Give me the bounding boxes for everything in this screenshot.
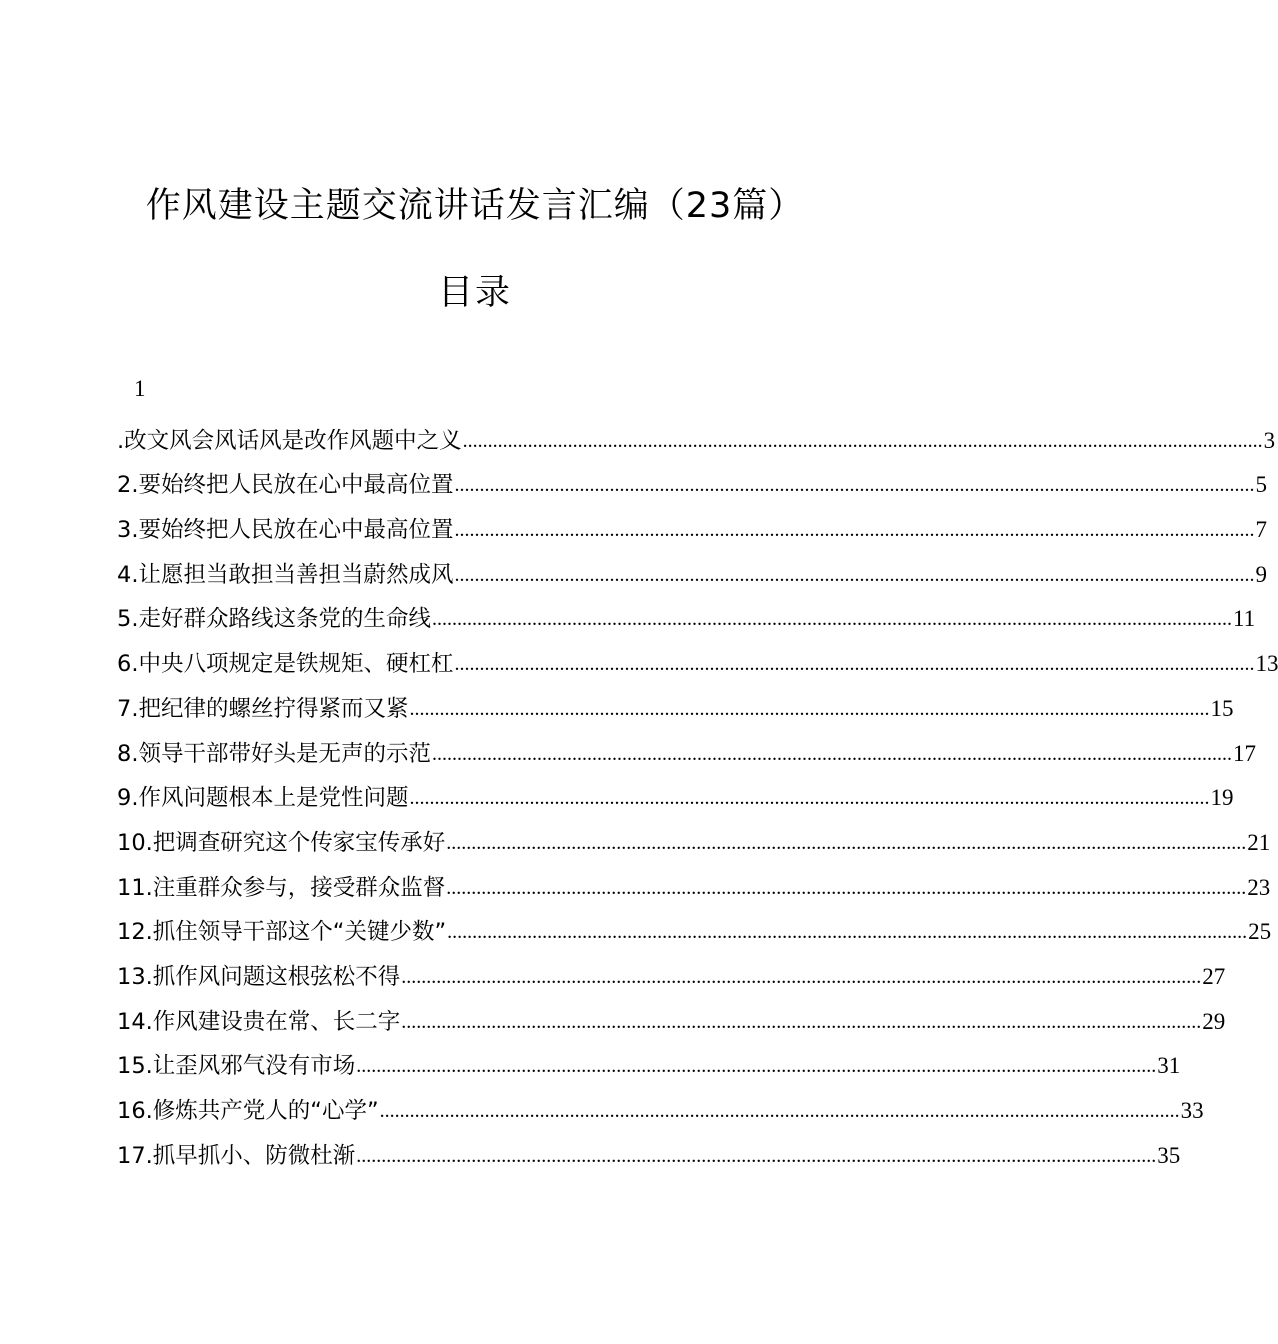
toc-entry-page: 21: [1247, 829, 1271, 855]
toc-entry-page: 27: [1202, 963, 1226, 989]
toc-entry-page: 17: [1232, 740, 1256, 766]
toc-entry-title: 3.要始终把人民放在心中最高位置: [117, 517, 454, 544]
toc-dot-leader: ................................................................................................................................................................: [401, 1010, 1202, 1033]
toc-entry[interactable]: [117, 634, 1278, 679]
toc-entry-page: 15: [1210, 695, 1234, 721]
toc-dot-leader: ................................................................................................................................................................: [409, 697, 1210, 720]
toc-entry-page: 9: [1255, 561, 1267, 587]
toc-entry[interactable]: [117, 590, 1256, 635]
toc-stray-number: 1: [134, 376, 146, 401]
toc-entry[interactable]: [117, 947, 1226, 992]
toc-entry[interactable]: [117, 411, 1276, 456]
toc-entry-title: 12.抓住领导干部这个“关键少数”: [117, 919, 447, 946]
toc-dot-leader: ................................................................................................................................................................: [409, 787, 1210, 810]
toc-dot-leader: ................................................................................................................................................................: [401, 965, 1202, 988]
table-of-contents: [117, 411, 1278, 1171]
toc-dot-leader: ................................................................................................................................................................: [446, 831, 1247, 854]
toc-entry[interactable]: [117, 1126, 1181, 1171]
toc-entry-title: .改文风会风话风是改作风题中之义: [117, 427, 462, 454]
toc-entry-page: 25: [1248, 919, 1272, 945]
toc-dot-leader: ................................................................................................................................................................: [446, 876, 1247, 899]
toc-entry-page: 35: [1157, 1142, 1181, 1168]
toc-entry-page: 7: [1255, 517, 1267, 543]
toc-entry-page: 19: [1210, 785, 1234, 811]
toc-entry-page: 3: [1263, 427, 1276, 453]
toc-entry-title: 16.修炼共产党人的“心学”: [117, 1098, 379, 1124]
toc-dot-leader: ................................................................................................................................................................: [431, 608, 1232, 631]
toc-entry[interactable]: [117, 679, 1234, 724]
toc-entry-page: 5: [1255, 472, 1267, 498]
toc-dot-leader: ................................................................................................................................................................: [379, 1100, 1180, 1122]
toc-dot-leader: ................................................................................................................................................................: [356, 1055, 1157, 1078]
toc-entry[interactable]: [117, 858, 1271, 903]
toc-entry[interactable]: [117, 724, 1256, 769]
toc-entry-title: 14.作风建设贵在常、长二字: [117, 1008, 401, 1035]
toc-dot-leader: ................................................................................................................................................................: [454, 474, 1255, 497]
toc-dot-leader: ................................................................................................................................................................: [447, 921, 1248, 944]
toc-entry-title: 17.抓早抓小、防微杜渐: [117, 1142, 356, 1169]
toc-entry[interactable]: [117, 1037, 1181, 1082]
toc-entry-page: 13: [1255, 651, 1278, 677]
toc-entry-page: 11: [1232, 606, 1256, 632]
toc-entry[interactable]: [117, 545, 1267, 590]
toc-entry-page: 29: [1202, 1008, 1226, 1034]
toc-entry-title: 9.作风问题根本上是党性问题: [117, 785, 409, 812]
toc-entry-page: 31: [1157, 1053, 1181, 1079]
toc-dot-leader: ................................................................................................................................................................: [454, 519, 1255, 542]
toc-entry-title: 11.注重群众参与，接受群众监督: [117, 874, 446, 901]
toc-entry-title: 15.让歪风邪气没有市场: [117, 1053, 356, 1080]
toc-entry[interactable]: [117, 903, 1272, 948]
toc-entry-title: 4.让愿担当敢担当善担当蔚然成风: [117, 561, 454, 588]
toc-heading: 目录: [437, 273, 512, 313]
toc-entry-title: 7.把纪律的螺丝拧得紧而又紧: [117, 695, 409, 722]
toc-entry[interactable]: [117, 992, 1226, 1037]
toc-entry-page: 33: [1180, 1098, 1204, 1123]
toc-dot-leader: ................................................................................................................................................................: [454, 563, 1255, 586]
toc-dot-leader: ................................................................................................................................................................: [431, 742, 1232, 765]
toc-dot-leader: ................................................................................................................................................................: [356, 1144, 1157, 1167]
toc-entry-page: 23: [1247, 874, 1271, 900]
toc-entry[interactable]: [117, 500, 1267, 545]
document-title: 作风建设主题交流讲话发言汇编（23篇）: [145, 186, 805, 226]
toc-entry-title: 13.抓作风问题这根弦松不得: [117, 963, 401, 990]
toc-entry[interactable]: [117, 456, 1267, 501]
toc-entry-title: 10.把调查研究这个传家宝传承好: [117, 829, 446, 856]
toc-entry-title: 6.中央八项规定是铁规矩、硬杠杠: [117, 651, 454, 678]
toc-entry[interactable]: [117, 813, 1271, 858]
toc-dot-leader: ................................................................................................................................................................: [462, 429, 1263, 452]
toc-entry-title: 8.领导干部带好头是无声的示范: [117, 740, 431, 767]
toc-entry-title: 5.走好群众路线这条党的生命线: [117, 606, 431, 633]
toc-entry[interactable]: [117, 1081, 1204, 1126]
toc-dot-leader: ................................................................................................................................................................: [454, 653, 1255, 676]
toc-entry-title: 2.要始终把人民放在心中最高位置: [117, 472, 454, 499]
toc-entry[interactable]: [117, 769, 1234, 814]
